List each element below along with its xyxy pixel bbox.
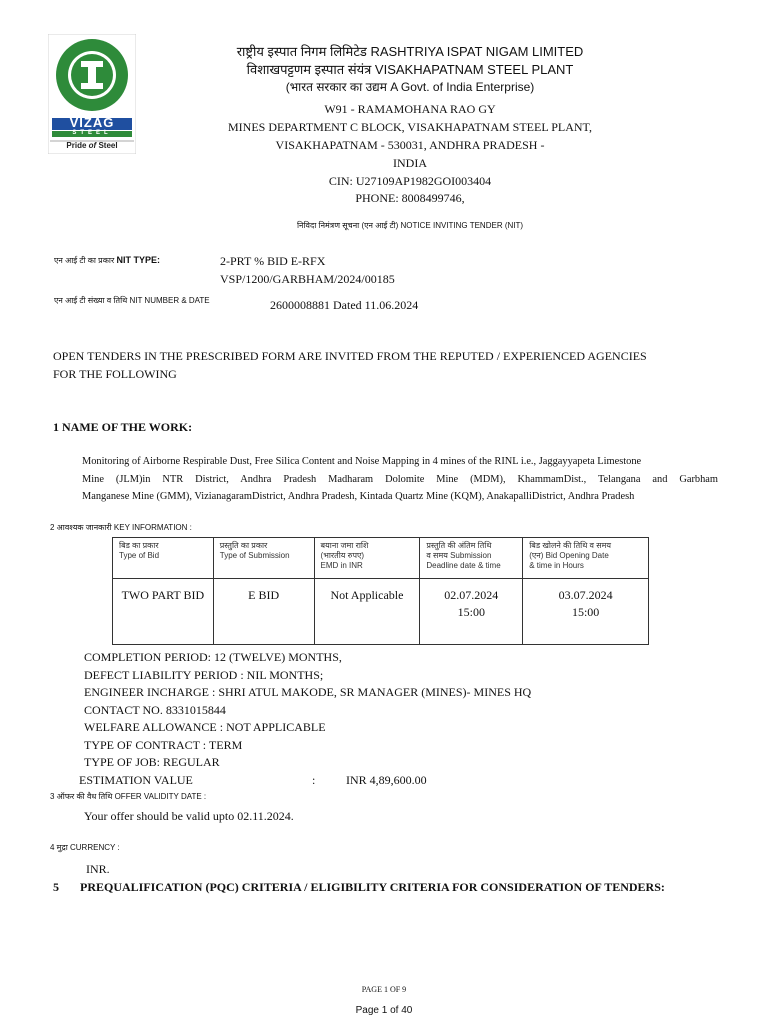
estimation-colon: :	[312, 773, 316, 787]
table-row	[113, 579, 649, 645]
cell-opening: 03.07.2024 15:00	[523, 579, 649, 645]
company-name: राष्ट्रीय इस्पात निगम लिमिटेड RASHTRIYA ISPAT NIGAM LIMITED	[236, 44, 584, 59]
estimation-value: INR 4,89,600.00	[346, 773, 427, 787]
estimation-label: ESTIMATION VALUE	[79, 773, 193, 787]
currency-heading: 4 मुद्रा CURRENCY :	[50, 843, 120, 852]
welfare-allowance: WELFARE ALLOWANCE : NOT APPLICABLE	[84, 720, 326, 734]
completion-period: COMPLETION PERIOD: 12 (TWELVE) MONTHS,	[84, 650, 342, 664]
nit-type-label: एन आई टी का प्रकार NIT TYPE:	[54, 255, 160, 265]
cell-submission: E BID	[213, 579, 314, 645]
nit-type-value: 2-PRT % BID E-RFX	[220, 254, 326, 268]
pqc-heading: PREQUALIFICATION (PQC) CRITERIA / ELIGIBILITY CRITERIA FOR CONSIDERATION OF TENDERS:	[80, 880, 665, 894]
defect-liability: DEFECT LIABILITY PERIOD : NIL MONTHS;	[84, 668, 324, 682]
address-line-1: W91 - RAMAMOHANA RAO GY	[324, 102, 496, 116]
cell-emd: Not Applicable	[314, 579, 420, 645]
offer-validity-text: Your offer should be valid upto 02.11.2024.	[84, 809, 294, 823]
cell-type-of-bid: TWO PART BID	[113, 579, 214, 645]
pqc-number: 5	[53, 880, 59, 894]
work-desc-3: Manganese Mine (GMM), VizianagaramDistrict, Andhra Pradesh, Kintada Quartz Mine (KQM), AnakapalliDistrict, Andhra Pradesh	[82, 491, 635, 502]
intro-line-2: FOR THE FOLLOWING	[53, 367, 177, 381]
table-header-row	[113, 538, 649, 579]
work-desc-2: Mine (JLM)in NTR District, Andhra Pradesh Madharam Dolomite Mine (MDM), KhammamDist., Telangana and Garbham	[82, 474, 718, 485]
address-line-3: VISAKHAPATNAM - 530031, ANDHRA PRADESH -	[275, 138, 545, 152]
col-emd: बयाना जमा राशि (भारतीय रुपए) EMD in INR	[314, 538, 420, 579]
contact-no: CONTACT NO. 8331015844	[84, 703, 226, 717]
col-bid-opening: बिड खोलने की तिथि व समय (एन) Bid Opening Date & time in Hours	[523, 538, 649, 579]
address-line-4: INDIA	[393, 156, 427, 170]
col-submission-deadline: प्रस्तुति की अंतिम तिथि व समय Submission Deadline date & time	[420, 538, 523, 579]
key-info-heading: 2 आवश्यक जानकारी KEY INFORMATION :	[50, 523, 192, 532]
type-of-contract: TYPE OF CONTRACT : TERM	[84, 738, 243, 752]
intro-line-1: OPEN TENDERS IN THE PRESCRIBED FORM ARE INVITED FROM THE REPUTED / EXPERIENCED AGENCIES	[53, 349, 647, 363]
col-type-of-submission: प्रस्तुति का प्रकार Type of Submission	[213, 538, 314, 579]
engineer-incharge: ENGINEER INCHARGE : SHRI ATUL MAKODE, SR MANAGER (MINES)- MINES HQ	[84, 685, 532, 699]
work-heading: 1 NAME OF THE WORK:	[53, 420, 193, 434]
work-desc-1: Monitoring of Airborne Respirable Dust, Free Silica Content and Noise Mapping in 4 mines of the RINL i.e., Jaggayyapeta Limestone	[82, 456, 642, 467]
plant-name: विशाखपट्टणम इस्पात संयंत्र VISAKHAPATNAM STEEL PLANT	[246, 62, 574, 77]
page-indicator: PAGE 1 OF 9	[361, 985, 407, 994]
rinl-emblem-icon	[48, 34, 136, 154]
offer-validity-heading: 3 ऑफर की वैध तिथि OFFER VALIDITY DATE :	[50, 792, 207, 801]
key-info-table	[112, 537, 649, 645]
nit-reference: VSP/1200/GARBHAM/2024/00185	[220, 272, 395, 286]
logo-sub: STEEL	[72, 130, 112, 136]
col-type-of-bid: बिड का प्रकार Type of Bid	[113, 538, 214, 579]
nit-title: निविदा निमंत्रण सूचना (एन आई टी) NOTICE INVITING TENDER (NIT)	[296, 221, 524, 230]
currency-text: INR.	[86, 862, 110, 876]
logo-tagline: Pride of Steel	[66, 141, 118, 150]
phone: PHONE: 8008499746,	[355, 191, 465, 205]
enterprise-line: (भारत सरकार का उद्यम A Govt. of India Enterprise)	[285, 80, 535, 94]
nit-number-value: 2600008881 Dated 11.06.2024	[270, 298, 419, 312]
cin: CIN: U27109AP1982GOI003404	[328, 174, 492, 188]
address-line-2: MINES DEPARTMENT C BLOCK, VISAKHAPATNAM STEEL PLANT,	[228, 120, 592, 134]
logo-brand: VIZAG	[69, 115, 115, 130]
type-of-job: TYPE OF JOB: REGULAR	[84, 755, 220, 769]
company-logo	[48, 34, 136, 154]
cell-deadline: 02.07.2024 15:00	[420, 579, 523, 645]
page-total: Page 1 of 40	[355, 1005, 413, 1016]
nit-number-label: एन आई टी संख्या व तिथि NIT NUMBER & DATE	[54, 296, 210, 305]
